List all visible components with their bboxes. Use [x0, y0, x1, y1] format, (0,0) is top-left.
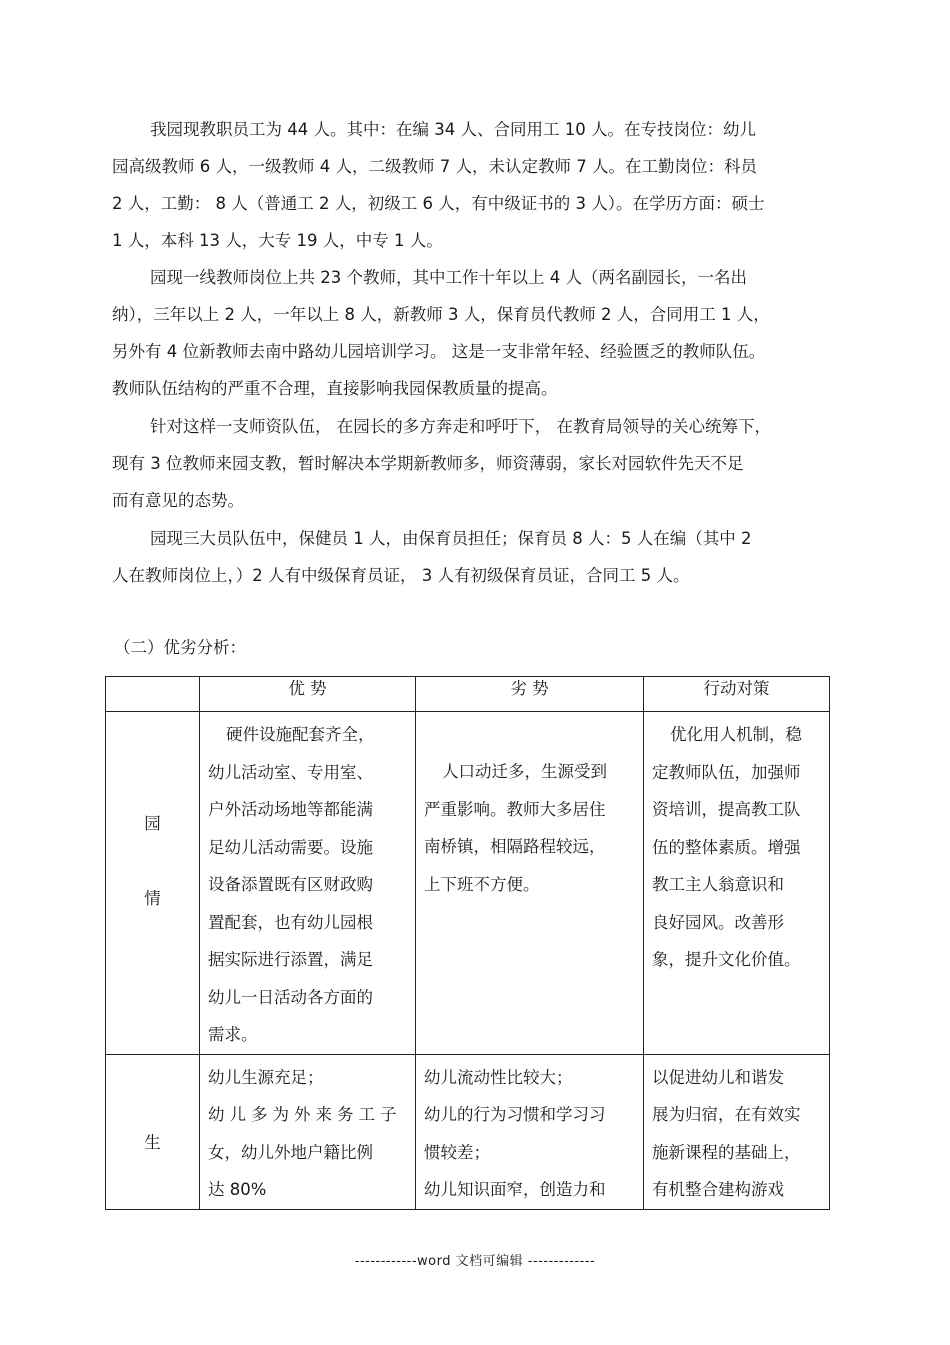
cell-line: 幼儿流动性比较大；	[424, 1067, 573, 1087]
cell-line: 幼儿的行为习惯和学习习	[424, 1105, 606, 1124]
cell-line: 达 80%	[208, 1180, 267, 1199]
cell-line: 设备添置既有区财政购	[208, 875, 373, 894]
cell-line: 上下班不方便。	[424, 874, 540, 894]
text-line: 我园现教职员工为 44 人。其中：在编 34 人、合同用工 10 人。在专技岗位：幼儿	[150, 120, 756, 139]
header-empty	[106, 677, 200, 712]
section-title: （二）优劣分析：	[114, 638, 246, 657]
header-disadvantage: 劣 势	[416, 677, 644, 712]
cell-line: 需求。	[208, 1025, 258, 1044]
text-line: 现有 3 位教师来园支教，暂时解决本学期新教师多，师资薄弱，家长对园软件先天不足	[112, 454, 744, 473]
cell-line: 资培训，提高教工队	[652, 800, 801, 819]
cell-line: 定教师队伍，加强师	[652, 762, 801, 782]
text-line: 2 人，工勤： 8 人（普通工 2 人，初级工 6 人，有中级证书的 3 人）。在学历方面：硕士	[112, 194, 765, 213]
cell-line: 优化用人机制，稳	[670, 725, 802, 744]
cell-advantage	[200, 1054, 416, 1209]
cell-action	[644, 1054, 830, 1209]
cell-line: 足幼儿活动需要。设施	[208, 837, 373, 857]
cell-line: 良好园风。改善形	[652, 912, 784, 932]
cell-line: 南桥镇，相隔路程较远，	[424, 837, 606, 856]
paragraph-frontline-teachers	[112, 259, 832, 407]
cell-action	[644, 712, 830, 1055]
cell-line: 展为归宿，在有效实	[652, 1105, 801, 1124]
cell-line: 据实际进行添置，满足	[208, 950, 373, 969]
cell-line: 伍的整体素质。增强	[652, 837, 801, 857]
cell-line: 幼儿活动室、专用室、	[208, 762, 373, 782]
text-line: 园高级教师 6 人，一级教师 4 人，二级教师 7 人，未认定教师 7 人。在工勤岗位：科员	[112, 157, 757, 176]
cell-advantage	[200, 712, 416, 1055]
cell-line: 幼儿生源充足；	[208, 1067, 324, 1087]
cell-line: 硬件设施配套齐全，	[226, 725, 375, 744]
cell-line: 惯较差；	[424, 1142, 490, 1162]
row-label-students	[106, 1054, 200, 1209]
text-line: 纳），三年以上 2 人，一年以上 8 人，新教师 3 人，保育员代教师 2 人，合同用工 1 人，	[112, 305, 770, 324]
header-action: 行动对策	[644, 677, 830, 712]
cell-line: 幼儿一日活动各方面的	[208, 987, 373, 1007]
text-line: 园现一线教师岗位上共 23 个教师，其中工作十年以上 4 人（两名副园长，一名出	[150, 268, 747, 287]
row-label-char: 情	[144, 889, 161, 908]
cell-line: 幼儿知识面窄，创造力和	[424, 1180, 606, 1199]
cell-disadvantage	[416, 1054, 644, 1209]
paragraph-support-staff	[112, 520, 832, 594]
paragraph-support-teaching	[112, 408, 832, 519]
text-line: 园现三大员队伍中，保健员 1 人，由保育员担任；保育员 8 人：5 人在编（其中 2	[150, 529, 752, 548]
cell-line: 人口动迁多，生源受到	[442, 762, 607, 781]
text-line: 教师队伍结构的严重不合理，直接影响我园保教质量的提高。	[112, 379, 558, 398]
header-advantage: 优 势	[200, 677, 416, 712]
cell-line: 严重影响。教师大多居住	[424, 799, 606, 819]
cell-line: 女，幼儿外地户籍比例	[208, 1142, 373, 1162]
table-row-kindergarten	[106, 712, 830, 1055]
text-line: 1 人，本科 13 人，大专 19 人，中专 1 人。	[112, 231, 443, 250]
text-line: 而有意见的态势。	[112, 491, 244, 510]
text-line: 针对这样一支师资队伍， 在园长的多方奔走和呼吁下， 在教育局领导的关心统筹下，	[150, 417, 771, 436]
table-row-students	[106, 1054, 830, 1209]
row-label-char: 园	[144, 814, 161, 833]
page-footer: ------------word 文档可编辑 -------------	[354, 1254, 596, 1269]
cell-line: 置配套，也有幼儿园根	[208, 912, 373, 932]
cell-line: 教工主人翁意识和	[652, 875, 784, 894]
text-line: 另外有 4 位新教师去南中路幼儿园培训学习。 这是一支非常年轻、经验匮乏的教师队伍。	[112, 342, 766, 361]
table-header-row	[106, 677, 830, 712]
cell-line: 施新课程的基础上，	[652, 1142, 801, 1162]
row-label-kindergarten	[106, 712, 200, 1055]
cell-line: 以促进幼儿和谐发	[652, 1067, 784, 1087]
row-label-char: 生	[144, 1132, 161, 1152]
cell-line: 幼儿多为外来务工子	[208, 1105, 402, 1124]
cell-disadvantage	[416, 712, 644, 1055]
paragraph-staff-overview	[112, 111, 832, 259]
cell-line: 象，提升文化价值。	[652, 950, 801, 969]
text-line: 人在教师岗位上，）2 人有中级保育员证， 3 人有初级保育员证，合同工 5 人。	[112, 566, 690, 585]
cell-line: 有机整合建构游戏	[652, 1180, 784, 1199]
cell-line: 户外活动场地等都能满	[208, 800, 373, 819]
swot-table	[105, 676, 830, 1210]
